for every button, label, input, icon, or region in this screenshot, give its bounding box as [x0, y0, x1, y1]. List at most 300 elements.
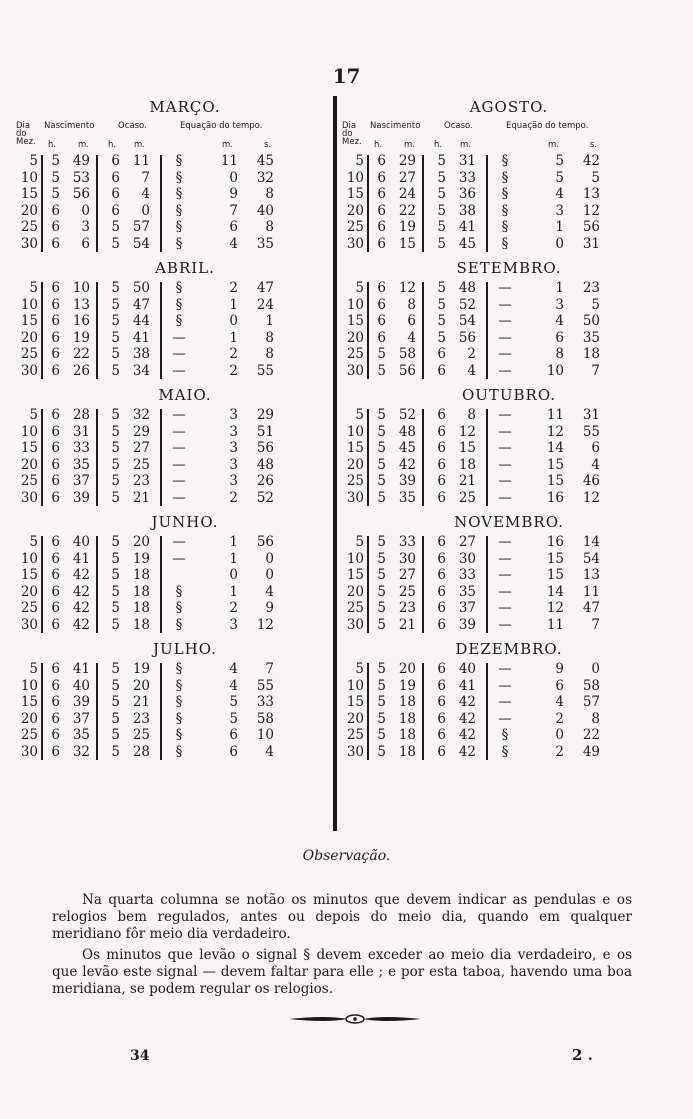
eq-sec-cell: 6	[591, 440, 600, 456]
eq-sec-cell: 24	[256, 296, 274, 313]
set-hour-cell: 6	[437, 710, 446, 727]
set-hour-cell: 5	[111, 235, 120, 252]
set-hour-cell: 6	[437, 362, 446, 379]
table-row	[16, 153, 350, 170]
set-min-cell: 18	[458, 456, 476, 473]
day-cell: 25	[20, 727, 38, 743]
rise-hour-cell: 6	[51, 440, 60, 456]
table-row	[342, 694, 676, 711]
rise-min-cell: 42	[398, 456, 416, 473]
sign-cell: §	[175, 710, 183, 727]
sign-cell: —	[498, 296, 512, 313]
set-min-cell: 52	[458, 296, 476, 313]
column-rule	[96, 155, 98, 252]
sign-cell: —	[172, 550, 186, 567]
rise-min-cell: 52	[398, 407, 416, 423]
day-cell: 10	[346, 423, 364, 440]
table-row	[16, 617, 350, 634]
set-hour-cell: 5	[111, 219, 120, 235]
rise-min-cell: 15	[398, 235, 416, 252]
day-cell: 25	[20, 346, 38, 362]
sign-cell: §	[175, 202, 183, 219]
table-row	[16, 407, 350, 424]
unit-label: h.	[108, 140, 117, 150]
day-cell: 15	[346, 694, 364, 710]
rise-min-cell: 22	[398, 202, 416, 219]
rise-hour-cell: 6	[51, 661, 60, 677]
eq-min-cell: 3	[229, 440, 238, 456]
set-min-cell: 39	[458, 616, 476, 633]
eq-min-cell: 4	[555, 694, 564, 710]
table-row	[16, 313, 350, 330]
column-rule	[422, 409, 424, 506]
rise-min-cell: 23	[398, 600, 416, 616]
set-hour-cell: 6	[437, 550, 446, 567]
eq-min-cell: 0	[555, 727, 564, 743]
eq-min-cell: 14	[546, 440, 564, 456]
table-row	[342, 203, 676, 220]
rise-min-cell: 33	[72, 440, 90, 456]
table-row	[16, 170, 350, 187]
set-hour-cell: 6	[437, 727, 446, 743]
set-min-cell: 38	[458, 202, 476, 219]
day-cell: 5	[355, 534, 364, 550]
set-hour-cell: 6	[437, 661, 446, 677]
column-rule	[422, 282, 424, 379]
day-cell: 15	[346, 440, 364, 456]
sign-cell: §	[175, 169, 183, 186]
day-cell: 10	[20, 550, 38, 567]
sign-cell: —	[172, 346, 186, 362]
set-hour-cell: 6	[111, 202, 120, 219]
rise-min-cell: 40	[72, 677, 90, 694]
sign-cell: §	[501, 219, 509, 235]
rise-hour-cell: 6	[51, 423, 60, 440]
header-ocaso: Ocaso.	[118, 121, 147, 131]
unit-label: h.	[434, 140, 443, 150]
set-min-cell: 42	[458, 727, 476, 743]
sign-cell: §	[175, 186, 183, 202]
center-rule	[333, 96, 337, 831]
sign-cell: §	[175, 600, 183, 616]
sign-cell: §	[501, 186, 509, 202]
sign-cell: —	[172, 456, 186, 473]
rise-hour-cell: 6	[51, 313, 60, 329]
column-rule	[41, 663, 43, 760]
sign-cell: —	[498, 550, 512, 567]
sign-cell: —	[172, 473, 186, 489]
rise-min-cell: 0	[81, 202, 90, 219]
set-min-cell: 27	[458, 534, 476, 550]
eq-sec-cell: 5	[591, 169, 600, 186]
set-min-cell: 45	[458, 235, 476, 252]
rise-hour-cell: 6	[51, 280, 60, 296]
eq-sec-cell: 18	[582, 346, 600, 362]
eq-sec-cell: 1	[265, 313, 274, 329]
day-cell: 30	[20, 489, 38, 506]
month-block	[342, 153, 676, 257]
eq-sec-cell: 56	[256, 440, 274, 456]
table-row	[342, 727, 676, 744]
eq-min-cell: 15	[546, 567, 564, 583]
set-hour-cell: 5	[111, 567, 120, 583]
table-row	[16, 280, 350, 297]
day-cell: 20	[346, 329, 364, 346]
rise-min-cell: 30	[398, 550, 416, 567]
day-cell: 15	[346, 186, 364, 202]
page-number: 17	[332, 64, 361, 88]
column-rule	[96, 282, 98, 379]
sign-cell: §	[175, 743, 183, 760]
day-cell: 15	[20, 694, 38, 710]
set-hour-cell: 5	[111, 329, 120, 346]
eq-min-cell: 11	[546, 407, 564, 423]
eq-sec-cell: 12	[256, 616, 274, 633]
table-row	[342, 457, 676, 474]
eq-sec-cell: 23	[582, 280, 600, 296]
rise-min-cell: 13	[72, 296, 90, 313]
set-min-cell: 8	[467, 407, 476, 423]
rise-hour-cell: 6	[51, 235, 60, 252]
set-hour-cell: 5	[111, 550, 120, 567]
rise-hour-cell: 5	[51, 169, 60, 186]
eq-min-cell: 3	[229, 423, 238, 440]
unit-label: m.	[78, 140, 89, 150]
column-rule	[422, 536, 424, 633]
table-row	[16, 363, 350, 380]
table-row	[16, 424, 350, 441]
eq-sec-cell: 45	[256, 153, 274, 169]
set-hour-cell: 5	[111, 677, 120, 694]
eq-min-cell: 16	[546, 489, 564, 506]
rise-min-cell: 42	[72, 616, 90, 633]
signature-mark: 34	[130, 1048, 150, 1064]
day-cell: 30	[20, 235, 38, 252]
set-hour-cell: 5	[111, 710, 120, 727]
unit-label: m.	[222, 140, 233, 150]
unit-label: m.	[134, 140, 145, 150]
set-hour-cell: 6	[437, 616, 446, 633]
day-cell: 20	[20, 456, 38, 473]
rise-hour-cell: 5	[377, 710, 386, 727]
sign-cell: —	[498, 583, 512, 600]
set-hour-cell: 5	[111, 407, 120, 423]
eq-sec-cell: 35	[582, 329, 600, 346]
sign-cell: §	[501, 727, 509, 743]
rise-min-cell: 6	[81, 235, 90, 252]
header-dia: Dia do Mez.	[16, 121, 36, 147]
rise-hour-cell: 6	[377, 280, 386, 296]
day-cell: 5	[29, 661, 38, 677]
set-min-cell: 18	[132, 616, 150, 633]
eq-min-cell: 3	[229, 407, 238, 423]
rise-hour-cell: 6	[377, 313, 386, 329]
set-min-cell: 36	[458, 186, 476, 202]
rise-min-cell: 31	[72, 423, 90, 440]
set-min-cell: 25	[458, 489, 476, 506]
rise-hour-cell: 6	[51, 550, 60, 567]
eq-min-cell: 2	[229, 362, 238, 379]
rise-hour-cell: 5	[377, 677, 386, 694]
eq-sec-cell: 46	[582, 473, 600, 489]
set-min-cell: 50	[132, 280, 150, 296]
right-column	[342, 96, 676, 832]
day-cell: 5	[355, 407, 364, 423]
day-cell: 25	[346, 219, 364, 235]
rise-min-cell: 27	[398, 169, 416, 186]
sign-cell: —	[172, 329, 186, 346]
sign-cell: —	[498, 616, 512, 633]
set-min-cell: 35	[458, 583, 476, 600]
eq-min-cell: 4	[555, 313, 564, 329]
eq-min-cell: 11	[220, 153, 238, 169]
eq-sec-cell: 4	[265, 743, 274, 760]
eq-min-cell: 12	[546, 600, 564, 616]
rise-hour-cell: 5	[377, 423, 386, 440]
eq-sec-cell: 58	[256, 710, 274, 727]
set-hour-cell: 5	[111, 727, 120, 743]
table-header	[16, 119, 350, 153]
table-row	[16, 678, 350, 695]
table-row	[342, 551, 676, 568]
rise-min-cell: 45	[398, 440, 416, 456]
rise-min-cell: 41	[72, 661, 90, 677]
column-rule	[486, 536, 488, 633]
eq-min-cell: 16	[546, 534, 564, 550]
day-cell: 25	[346, 473, 364, 489]
day-cell: 10	[20, 423, 38, 440]
eq-sec-cell: 31	[582, 235, 600, 252]
rise-min-cell: 49	[72, 153, 90, 169]
rise-min-cell: 4	[407, 329, 416, 346]
set-hour-cell: 5	[111, 616, 120, 633]
day-cell: 15	[20, 313, 38, 329]
sign-cell: —	[498, 473, 512, 489]
eq-sec-cell: 8	[265, 329, 274, 346]
unit-label: m.	[548, 140, 559, 150]
eq-min-cell: 0	[555, 235, 564, 252]
column-rule	[41, 536, 43, 633]
eq-min-cell: 3	[229, 456, 238, 473]
set-min-cell: 41	[132, 329, 150, 346]
month-title: MAIO.	[158, 386, 212, 404]
table-row	[342, 473, 676, 490]
month-block	[342, 638, 676, 765]
set-min-cell: 28	[132, 743, 150, 760]
rise-min-cell: 53	[72, 169, 90, 186]
day-cell: 15	[346, 313, 364, 329]
eq-min-cell: 9	[229, 186, 238, 202]
day-cell: 30	[346, 235, 364, 252]
day-cell: 25	[346, 346, 364, 362]
set-min-cell: 11	[132, 153, 150, 169]
column-rule	[96, 663, 98, 760]
table-row	[16, 219, 350, 236]
table-row	[342, 330, 676, 347]
day-cell: 20	[346, 583, 364, 600]
eq-min-cell: 3	[229, 616, 238, 633]
eq-min-cell: 12	[546, 423, 564, 440]
column-rule	[41, 282, 43, 379]
day-cell: 5	[29, 280, 38, 296]
sign-cell: —	[498, 534, 512, 550]
table-row	[342, 534, 676, 551]
rise-hour-cell: 6	[377, 153, 386, 169]
eq-sec-cell: 50	[582, 313, 600, 329]
day-cell: 15	[20, 567, 38, 583]
eq-sec-cell: 7	[591, 616, 600, 633]
eq-min-cell: 3	[229, 473, 238, 489]
column-rule	[160, 663, 162, 760]
eq-sec-cell: 31	[582, 407, 600, 423]
set-min-cell: 19	[132, 550, 150, 567]
month-block	[16, 511, 350, 638]
rise-hour-cell: 5	[377, 727, 386, 743]
set-hour-cell: 5	[111, 743, 120, 760]
rise-hour-cell: 5	[377, 407, 386, 423]
eq-min-cell: 3	[555, 202, 564, 219]
rise-hour-cell: 6	[51, 219, 60, 235]
eq-sec-cell: 49	[582, 743, 600, 760]
column-rule	[367, 663, 369, 760]
eq-min-cell: 5	[555, 153, 564, 169]
header-equacao: Equação do tempo.	[506, 121, 589, 131]
set-hour-cell: 5	[111, 423, 120, 440]
day-cell: 25	[20, 219, 38, 235]
set-hour-cell: 5	[437, 202, 446, 219]
set-hour-cell: 6	[437, 743, 446, 760]
day-cell: 30	[346, 743, 364, 760]
table-row	[16, 744, 350, 761]
day-cell: 20	[20, 329, 38, 346]
set-hour-cell: 5	[437, 329, 446, 346]
set-min-cell: 54	[132, 235, 150, 252]
day-cell: 30	[20, 362, 38, 379]
rise-hour-cell: 6	[51, 534, 60, 550]
rise-min-cell: 39	[72, 489, 90, 506]
observacao-paragraph: Os minutos que levão o signal § devem exceder ao meio dia verdadeiro, e os que levão este signal — devem faltar para elle ; e por esta taboa, havendo uma boa meridiana, se podem regular os relogios.	[52, 946, 632, 997]
eq-sec-cell: 56	[256, 534, 274, 550]
day-cell: 30	[20, 743, 38, 760]
set-min-cell: 2	[467, 346, 476, 362]
set-min-cell: 32	[132, 407, 150, 423]
table-row	[342, 600, 676, 617]
eq-min-cell: 2	[229, 489, 238, 506]
day-cell: 30	[20, 616, 38, 633]
month-title: OUTUBRO.	[461, 386, 557, 404]
column-rule	[160, 155, 162, 252]
eq-sec-cell: 33	[256, 694, 274, 710]
set-min-cell: 21	[458, 473, 476, 489]
set-hour-cell: 5	[111, 661, 120, 677]
eq-sec-cell: 55	[256, 362, 274, 379]
eq-min-cell: 1	[229, 583, 238, 600]
rise-min-cell: 28	[72, 407, 90, 423]
month-title: JULHO.	[153, 640, 217, 658]
eq-min-cell: 15	[546, 473, 564, 489]
eq-min-cell: 6	[229, 727, 238, 743]
set-min-cell: 23	[132, 710, 150, 727]
rise-hour-cell: 5	[51, 186, 60, 202]
rise-hour-cell: 6	[51, 329, 60, 346]
sign-cell: §	[175, 677, 183, 694]
table-row	[16, 694, 350, 711]
column-rule	[96, 409, 98, 506]
column-rule	[160, 282, 162, 379]
day-cell: 20	[346, 456, 364, 473]
ornament-rule	[287, 1012, 423, 1026]
header-ocaso: Ocaso.	[444, 121, 473, 131]
sign-cell: —	[498, 407, 512, 423]
unit-label: m.	[460, 140, 471, 150]
rise-min-cell: 39	[72, 694, 90, 710]
column-rule	[422, 155, 424, 252]
rise-min-cell: 26	[72, 362, 90, 379]
rise-hour-cell: 6	[51, 362, 60, 379]
set-min-cell: 38	[132, 346, 150, 362]
sign-cell: §	[175, 583, 183, 600]
rise-hour-cell: 5	[377, 473, 386, 489]
eq-min-cell: 2	[555, 710, 564, 727]
day-cell: 25	[20, 473, 38, 489]
sign-cell: —	[172, 423, 186, 440]
eq-sec-cell: 11	[582, 583, 600, 600]
table-row	[342, 744, 676, 761]
rise-hour-cell: 5	[377, 616, 386, 633]
rise-hour-cell: 6	[377, 296, 386, 313]
rise-min-cell: 18	[398, 743, 416, 760]
rise-hour-cell: 6	[51, 567, 60, 583]
rise-hour-cell: 5	[377, 489, 386, 506]
rise-min-cell: 42	[72, 583, 90, 600]
set-min-cell: 42	[458, 743, 476, 760]
unit-label: h.	[48, 140, 57, 150]
unit-label: s.	[590, 140, 598, 150]
rise-hour-cell: 6	[377, 169, 386, 186]
eq-min-cell: 14	[546, 583, 564, 600]
day-cell: 10	[20, 169, 38, 186]
set-hour-cell: 6	[437, 583, 446, 600]
rise-hour-cell: 6	[51, 407, 60, 423]
rise-min-cell: 39	[398, 473, 416, 489]
set-hour-cell: 6	[437, 677, 446, 694]
left-column	[16, 96, 350, 832]
set-hour-cell: 6	[437, 473, 446, 489]
eq-min-cell: 5	[555, 169, 564, 186]
column-rule	[367, 155, 369, 252]
set-min-cell: 27	[132, 440, 150, 456]
table-row	[16, 440, 350, 457]
eq-min-cell: 5	[229, 694, 238, 710]
day-cell: 10	[20, 296, 38, 313]
eq-min-cell: 2	[555, 743, 564, 760]
day-cell: 5	[355, 280, 364, 296]
set-hour-cell: 5	[437, 313, 446, 329]
rise-min-cell: 56	[398, 362, 416, 379]
eq-min-cell: 4	[229, 677, 238, 694]
eq-sec-cell: 42	[582, 153, 600, 169]
month-title: MARÇO.	[149, 98, 221, 116]
set-min-cell: 56	[458, 329, 476, 346]
set-hour-cell: 5	[437, 219, 446, 235]
rise-hour-cell: 6	[377, 202, 386, 219]
sign-cell: §	[175, 313, 183, 329]
rise-min-cell: 33	[398, 534, 416, 550]
rise-min-cell: 56	[72, 186, 90, 202]
set-min-cell: 25	[132, 456, 150, 473]
rise-min-cell: 10	[72, 280, 90, 296]
set-min-cell: 31	[458, 153, 476, 169]
